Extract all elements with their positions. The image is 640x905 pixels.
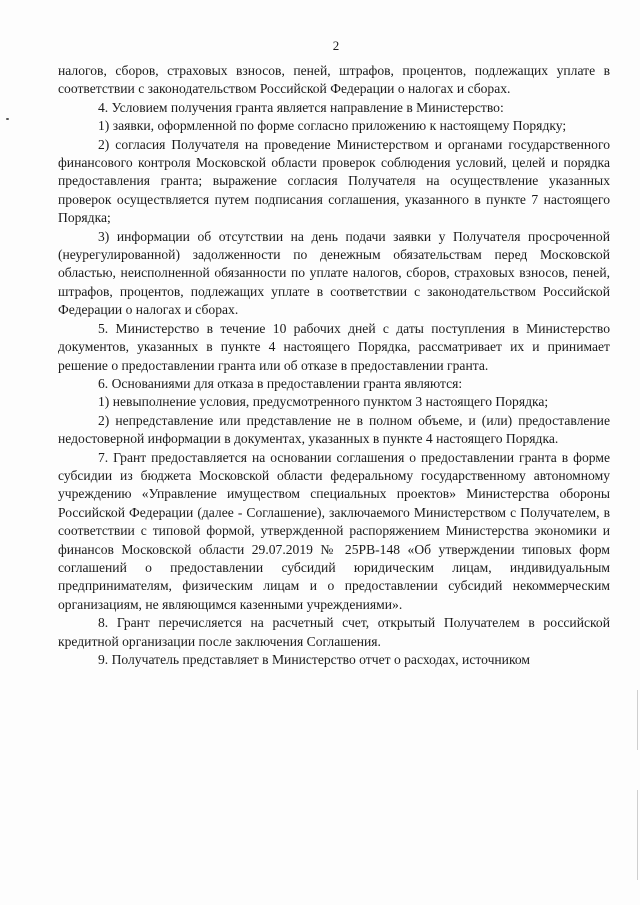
document-paragraph: 8. Грант перечисляется на расчетный счет, открытый Получателем в российской кредитной организации после заключения Соглашения. — [58, 615, 610, 649]
document-paragraph: 6. Основаниями для отказа в предоставлении гранта являются: — [98, 375, 463, 391]
scan-edge-mark — [637, 690, 638, 750]
document-paragraph: 2) непредставление или представление не в полном объеме, и (или) предоставление недостоверной информации в документах, указанных в пункте 4 настоящего Порядка. — [58, 412, 610, 447]
document-paragraph: 2) согласия Получателя на проведение Министерством и органами государственного финансового контроля Московской области проверок соблюдения условий, целей и порядка предоставления гранта; выражение согласия Получателя на осуществление указанных проверок осуществляется путем подписания соглашения, указанного в пункте 7 настоящего Порядка; — [58, 136, 610, 226]
document-paragraph: 7. Грант предоставляется на основании соглашения о предоставлении гранта в форме субсидии из бюджета Московской области федеральному государственному автономному учреждению «Управление имуществом специальных проектов» Министерства обороны Российской Федерации (далее - Соглашение), заключаемого Министерством с Получателем, в соответствии с типовой формой, утвержденной распоряжением Министерства экономики и финансов Московской области 29.07.2019 № 25РВ-148 «Об утверждении типовых форм соглашений о предоставлении субсидий юридическим лицам, индивидуальным предпринимателям, физическим лицам и о предоставлении субсидий некоммерческим организациям, не являющимся казенными учреждениями». — [58, 449, 610, 612]
document-paragraph: 3) информации об отсутствии на день подачи заявки у Получателя просроченной (неурегулированной) задолженности по денежным обязательствам перед Московской областью, неисполненной обязанности по уплате налогов, сборов, страховых взносов, пеней, штрафов, процентов, подлежащих уплате в соответствии с законодательством Российской Федерации о налогах и сборах. — [58, 228, 610, 318]
document-paragraph: 1) невыполнение условия, предусмотренного пунктом 3 настоящего Порядка; — [98, 394, 549, 410]
document-paragraph: 9. Получатель представляет в Министерство отчет о расходах, источником — [98, 652, 531, 667]
scan-artifact-mark — [6, 118, 9, 120]
scan-edge-mark — [637, 790, 638, 880]
document-paragraph: 1) заявки, оформленной по форме согласно приложению к настоящему Порядку; — [98, 118, 567, 134]
document-paragraph: 4. Условием получения гранта является направление в Министерство: — [98, 99, 504, 115]
document-paragraph: налогов, сборов, страховых взносов, пеней, штрафов, процентов, подлежащих уплате в соответствии с законодательством Российской Федерации о налогах и сборах. — [58, 63, 610, 97]
document-body — [58, 62, 610, 669]
document-paragraph: 5. Министерство в течение 10 рабочих дней с даты поступления в Министерство документов, указанных в пункте 4 настоящего Порядка, рассматривает их и принимает решение о предоставлении гранта или об отказе в предоставлении гранта. — [58, 320, 610, 373]
page-number: 2 — [332, 38, 340, 53]
